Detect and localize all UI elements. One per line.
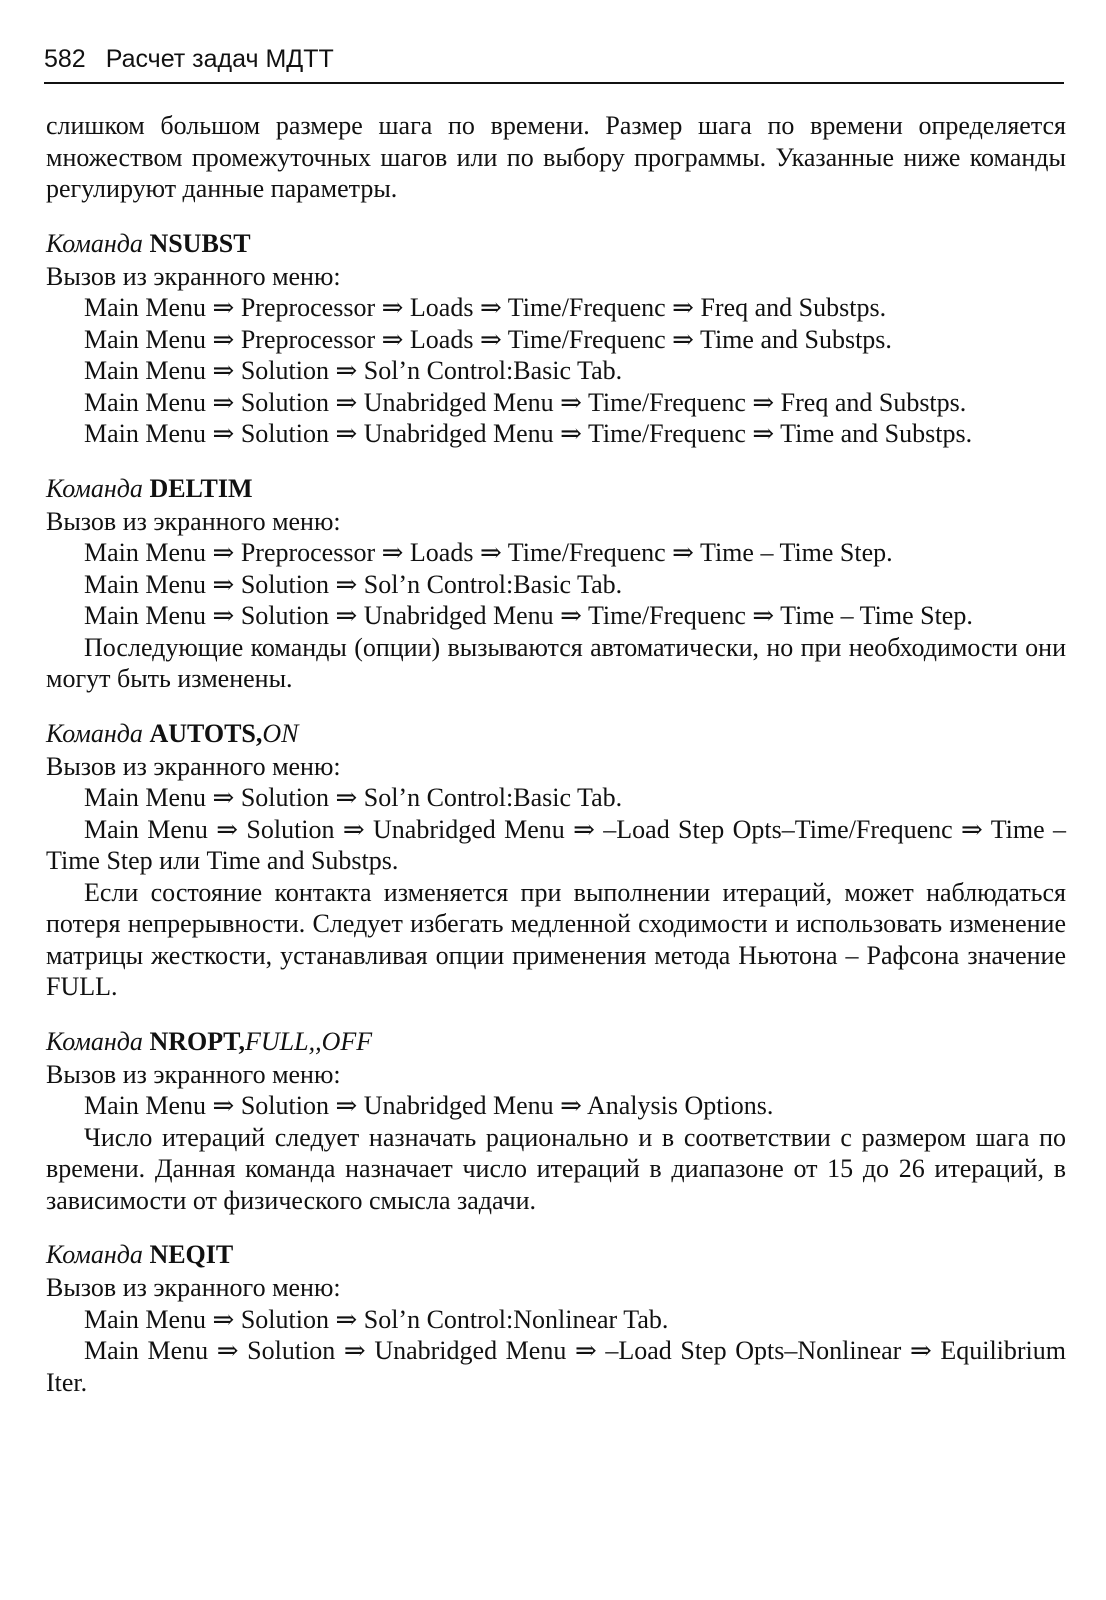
page-header — [44, 38, 1064, 84]
note-paragraph: Число итераций следует назначать рационально и в соответствии с размером шага по времени. Данная команда назначает число итераций в диапазоне от 15 до 26 итераций, в зависимости от физического смысла задачи. — [46, 1122, 1066, 1215]
command-section — [46, 1238, 1066, 1398]
menu-path: Main Menu ⇒ Preprocessor ⇒ Loads ⇒ Time/Frequenc ⇒ Time and Substps. — [84, 324, 892, 354]
command-section — [46, 717, 1066, 1003]
command-section — [46, 227, 1066, 450]
command-name: AUTOTS, — [149, 718, 263, 748]
menu-call-label: Вызов из экранного меню: — [46, 1059, 341, 1089]
command-word: Команда — [46, 718, 143, 748]
command-heading — [46, 227, 1066, 261]
menu-call-label: Вызов из экранного меню: — [46, 751, 341, 781]
command-word: Команда — [46, 1240, 143, 1269]
command-heading — [46, 717, 1066, 751]
running-title: Расчет задач МДТТ — [105, 45, 334, 73]
menu-path: Main Menu ⇒ Preprocessor ⇒ Loads ⇒ Time/Frequenc ⇒ Freq and Substps. — [84, 293, 887, 322]
command-heading — [46, 1025, 1066, 1059]
menu-call-label: Вызов из экранного меню: — [46, 261, 341, 291]
command-heading — [46, 472, 1066, 506]
menu-path: Main Menu ⇒ Solution ⇒ Sol’n Control:Basic Tab. — [84, 569, 623, 599]
menu-path: Main Menu ⇒ Solution ⇒ Unabridged Menu ⇒ Analysis Options. — [84, 1091, 774, 1120]
command-section — [46, 1025, 1066, 1217]
intro-paragraph: слишком большом размере шага по времени. Размер шага по времени определяется множеством промежуточных шагов или по выбору программы. Указанные ниже команды регулируют данные параметры. — [46, 111, 1066, 203]
page-number: 582 — [44, 45, 86, 73]
command-args: FULL,,OFF — [245, 1026, 373, 1056]
menu-path: Main Menu ⇒ Solution ⇒ Unabridged Menu ⇒ –Load Step Opts–Time/Frequenc ⇒ Time – Time Step или Time and Substps. — [46, 814, 1066, 875]
menu-path: Main Menu ⇒ Solution ⇒ Unabridged Menu ⇒ Time/Frequenc ⇒ Time and Substps. — [84, 419, 973, 448]
note-paragraph: Если состояние контакта изменяется при выполнении итераций, может наблюдаться потеря непрерывности. Следует избегать медленной сходимости и использовать изменение матрицы жесткости, устанавливая опции применения метода Ньютона – Рафсона значение FULL. — [46, 877, 1066, 1001]
command-word: Команда — [46, 228, 143, 258]
command-section — [46, 472, 1066, 695]
menu-path: Main Menu ⇒ Solution ⇒ Unabridged Menu ⇒ Time/Frequenc ⇒ Time – Time Step. — [84, 601, 973, 630]
menu-path: Main Menu ⇒ Solution ⇒ Unabridged Menu ⇒ –Load Step Opts–Nonlinear ⇒ Equilibrium Iter. — [46, 1336, 1066, 1397]
command-name: NSUBST — [149, 228, 251, 258]
command-name: NROPT, — [149, 1026, 246, 1056]
menu-path: Main Menu ⇒ Solution ⇒ Unabridged Menu ⇒ Time/Frequenc ⇒ Freq and Substps. — [84, 387, 967, 417]
command-name: NEQIT — [149, 1240, 234, 1269]
menu-path: Main Menu ⇒ Solution ⇒ Sol’n Control:Basic Tab. — [84, 356, 623, 385]
command-sections — [46, 227, 1066, 1399]
command-heading — [46, 1238, 1066, 1272]
command-args: ON — [262, 718, 299, 748]
menu-path: Main Menu ⇒ Solution ⇒ Sol’n Control:Basic Tab. — [84, 783, 623, 812]
menu-path: Main Menu ⇒ Solution ⇒ Sol’n Control:Nonlinear Tab. — [84, 1304, 669, 1334]
menu-path: Main Menu ⇒ Preprocessor ⇒ Loads ⇒ Time/Frequenc ⇒ Time – Time Step. — [84, 538, 893, 567]
command-word: Команда — [46, 473, 143, 503]
command-name: DELTIM — [149, 473, 253, 503]
command-word: Команда — [46, 1026, 143, 1056]
menu-call-label: Вызов из экранного меню: — [46, 506, 341, 536]
menu-call-label: Вызов из экранного меню: — [46, 1273, 341, 1302]
page-body — [46, 110, 1066, 1398]
note-paragraph: Последующие команды (опции) вызываются автоматически, но при необходимости они могут быть изменены. — [46, 632, 1066, 693]
